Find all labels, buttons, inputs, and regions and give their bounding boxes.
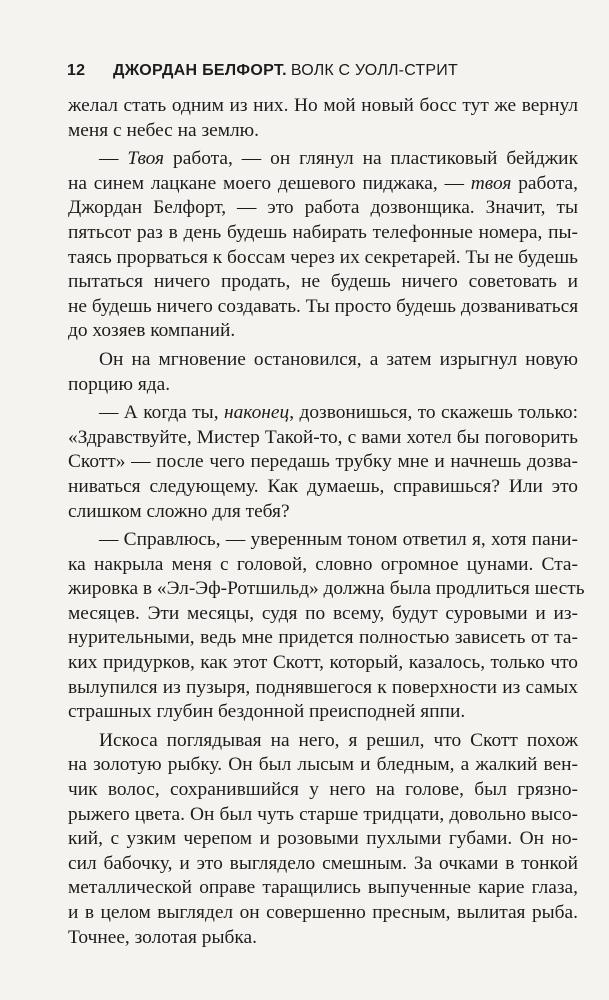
- text-run: жировка в «Эл-Эф-Ротшильд» должна была продлиться шесть: [68, 578, 585, 600]
- text-line: [68, 729, 578, 754]
- text-line: [68, 626, 578, 651]
- text-line: [68, 246, 578, 271]
- paragraph: [68, 528, 585, 725]
- text-line: [68, 319, 578, 344]
- text-run: нурительными, ведь мне придется полностью зависеть от та-: [68, 627, 578, 649]
- text-run: чик волос, сохранившийся у него на голове, был грязно-: [68, 779, 578, 801]
- text-run: пятьсот раз в день будешь набирать телефонные номера, пы-: [68, 221, 578, 243]
- text-line: [68, 348, 578, 373]
- text-line: [68, 778, 578, 803]
- text-line: [68, 528, 578, 553]
- text-run: таясь прорваться к боссам через их секретарей. Ты не будешь: [68, 246, 578, 268]
- text-run: вылупился из пузыря, поднявшегося к поверхности из самых: [68, 676, 578, 698]
- text-line: [68, 876, 578, 901]
- paragraph: [68, 348, 578, 397]
- text-run: — Справлюсь, — уверенным тоном ответил я, хотя пани-: [99, 529, 578, 551]
- text-line: [68, 651, 578, 676]
- text-run: Точнее, золотая рыбка.: [68, 926, 257, 948]
- text-run: Скотт» — после чего передашь трубку мне и начнешь дозва-: [68, 451, 578, 473]
- text-run: металлической оправе таращились выпученные карие глаза,: [68, 877, 578, 899]
- text-run: ка накрыла меня с головой, словно огромное цунами. Ста-: [68, 553, 578, 575]
- text-run: работа, — он глянул на пластиковый бейджик: [164, 148, 578, 170]
- paragraph: [68, 401, 578, 524]
- book-title: ВОЛК С УОЛЛ-СТРИТ: [290, 62, 458, 79]
- text-line: [68, 270, 578, 295]
- text-line: [68, 450, 578, 475]
- text-line: [68, 803, 578, 828]
- text-line: [68, 676, 578, 701]
- text-line: [68, 926, 578, 951]
- text-run: работа,: [511, 172, 578, 194]
- text-run: сил бабочку, и это выглядело смешным. За очками в тонкой: [68, 852, 578, 874]
- text-run: Твоя: [127, 148, 165, 170]
- text-line: [68, 373, 578, 398]
- text-line: [68, 147, 578, 172]
- text-line: [68, 401, 578, 426]
- text-run: твоя: [470, 172, 512, 194]
- paragraph: [68, 147, 578, 344]
- text-line: [68, 172, 578, 197]
- text-run: —: [99, 148, 128, 170]
- text-line: [68, 852, 578, 877]
- text-run: до хозяев компаний.: [68, 320, 236, 342]
- text-run: — А когда ты,: [99, 402, 224, 424]
- text-run: Искоса поглядывая на него, я решил, что Скотт похож: [99, 729, 578, 751]
- text-run: кий, с узким черепом и розовыми пухлыми губами. Он но-: [68, 828, 578, 850]
- text-run: на синем лацкане моего дешевого пиджака, —: [68, 172, 471, 194]
- text-run: меня с небес на землю.: [68, 119, 259, 141]
- paragraph: [68, 729, 578, 950]
- text-line: [68, 196, 578, 221]
- text-run: на золотую рыбку. Он был лысым и бледным, а жалкий вен-: [68, 754, 578, 776]
- text-line: [68, 295, 578, 320]
- paragraph: [68, 94, 578, 143]
- text-line: [68, 119, 578, 144]
- text-line: [68, 753, 578, 778]
- text-run: ких придурков, как этот Скотт, который, казалось, только что: [68, 652, 578, 674]
- text-line: [68, 94, 578, 119]
- text-run: наконец: [223, 402, 290, 424]
- text-run: , дозвонишься, то скажешь только:: [289, 402, 578, 424]
- text-line: [68, 901, 578, 926]
- text-run: слишком сложно для тебя?: [68, 500, 290, 522]
- text-run: порцию яда.: [68, 373, 171, 395]
- text-line: [68, 602, 578, 627]
- text-run: Джордан Белфорт, — это работа дозвонщика. Значит, ты: [68, 197, 578, 219]
- text-line: [68, 700, 578, 725]
- text-run: ниваться следующему. Как думаешь, справишься? Или это: [68, 475, 578, 497]
- text-line: [68, 221, 578, 246]
- text-run: не будешь ничего создавать. Ты просто будешь дозваниваться: [68, 295, 579, 317]
- text-run: Он на мгновение остановился, а затем изрыгнул новую: [99, 348, 578, 370]
- text-line: [68, 500, 578, 525]
- text-run: и в целом выглядел он совершенно пресным, вылитая рыба.: [68, 902, 578, 923]
- text-run: желал стать одним из них. Но мой новый босс тут же вернул: [68, 95, 578, 116]
- text-run: месяцев. Эти месяцы, судя по всему, будут суровыми и из-: [68, 602, 578, 624]
- text-run: страшных глубин бездонной преисподней яппи.: [68, 701, 466, 723]
- text-line: [68, 553, 578, 578]
- running-head: [67, 58, 587, 84]
- author-name: ДЖОРДАН БЕЛФОРТ.: [113, 62, 287, 79]
- text-run: «Здравствуйте, Мистер Такой-то, с вами хотел бы поговорить: [68, 426, 578, 448]
- text-run: пытаться ничего продать, не будешь ничего советовать и: [68, 271, 578, 293]
- page-number: 12: [67, 62, 86, 79]
- body-text: [68, 94, 585, 950]
- text-line: [68, 426, 578, 451]
- text-line: [68, 827, 578, 852]
- text-line: [68, 475, 578, 500]
- text-line: [68, 577, 585, 602]
- text-run: рыжего цвета. Он был чуть старше тридцати, довольно высо-: [68, 803, 578, 825]
